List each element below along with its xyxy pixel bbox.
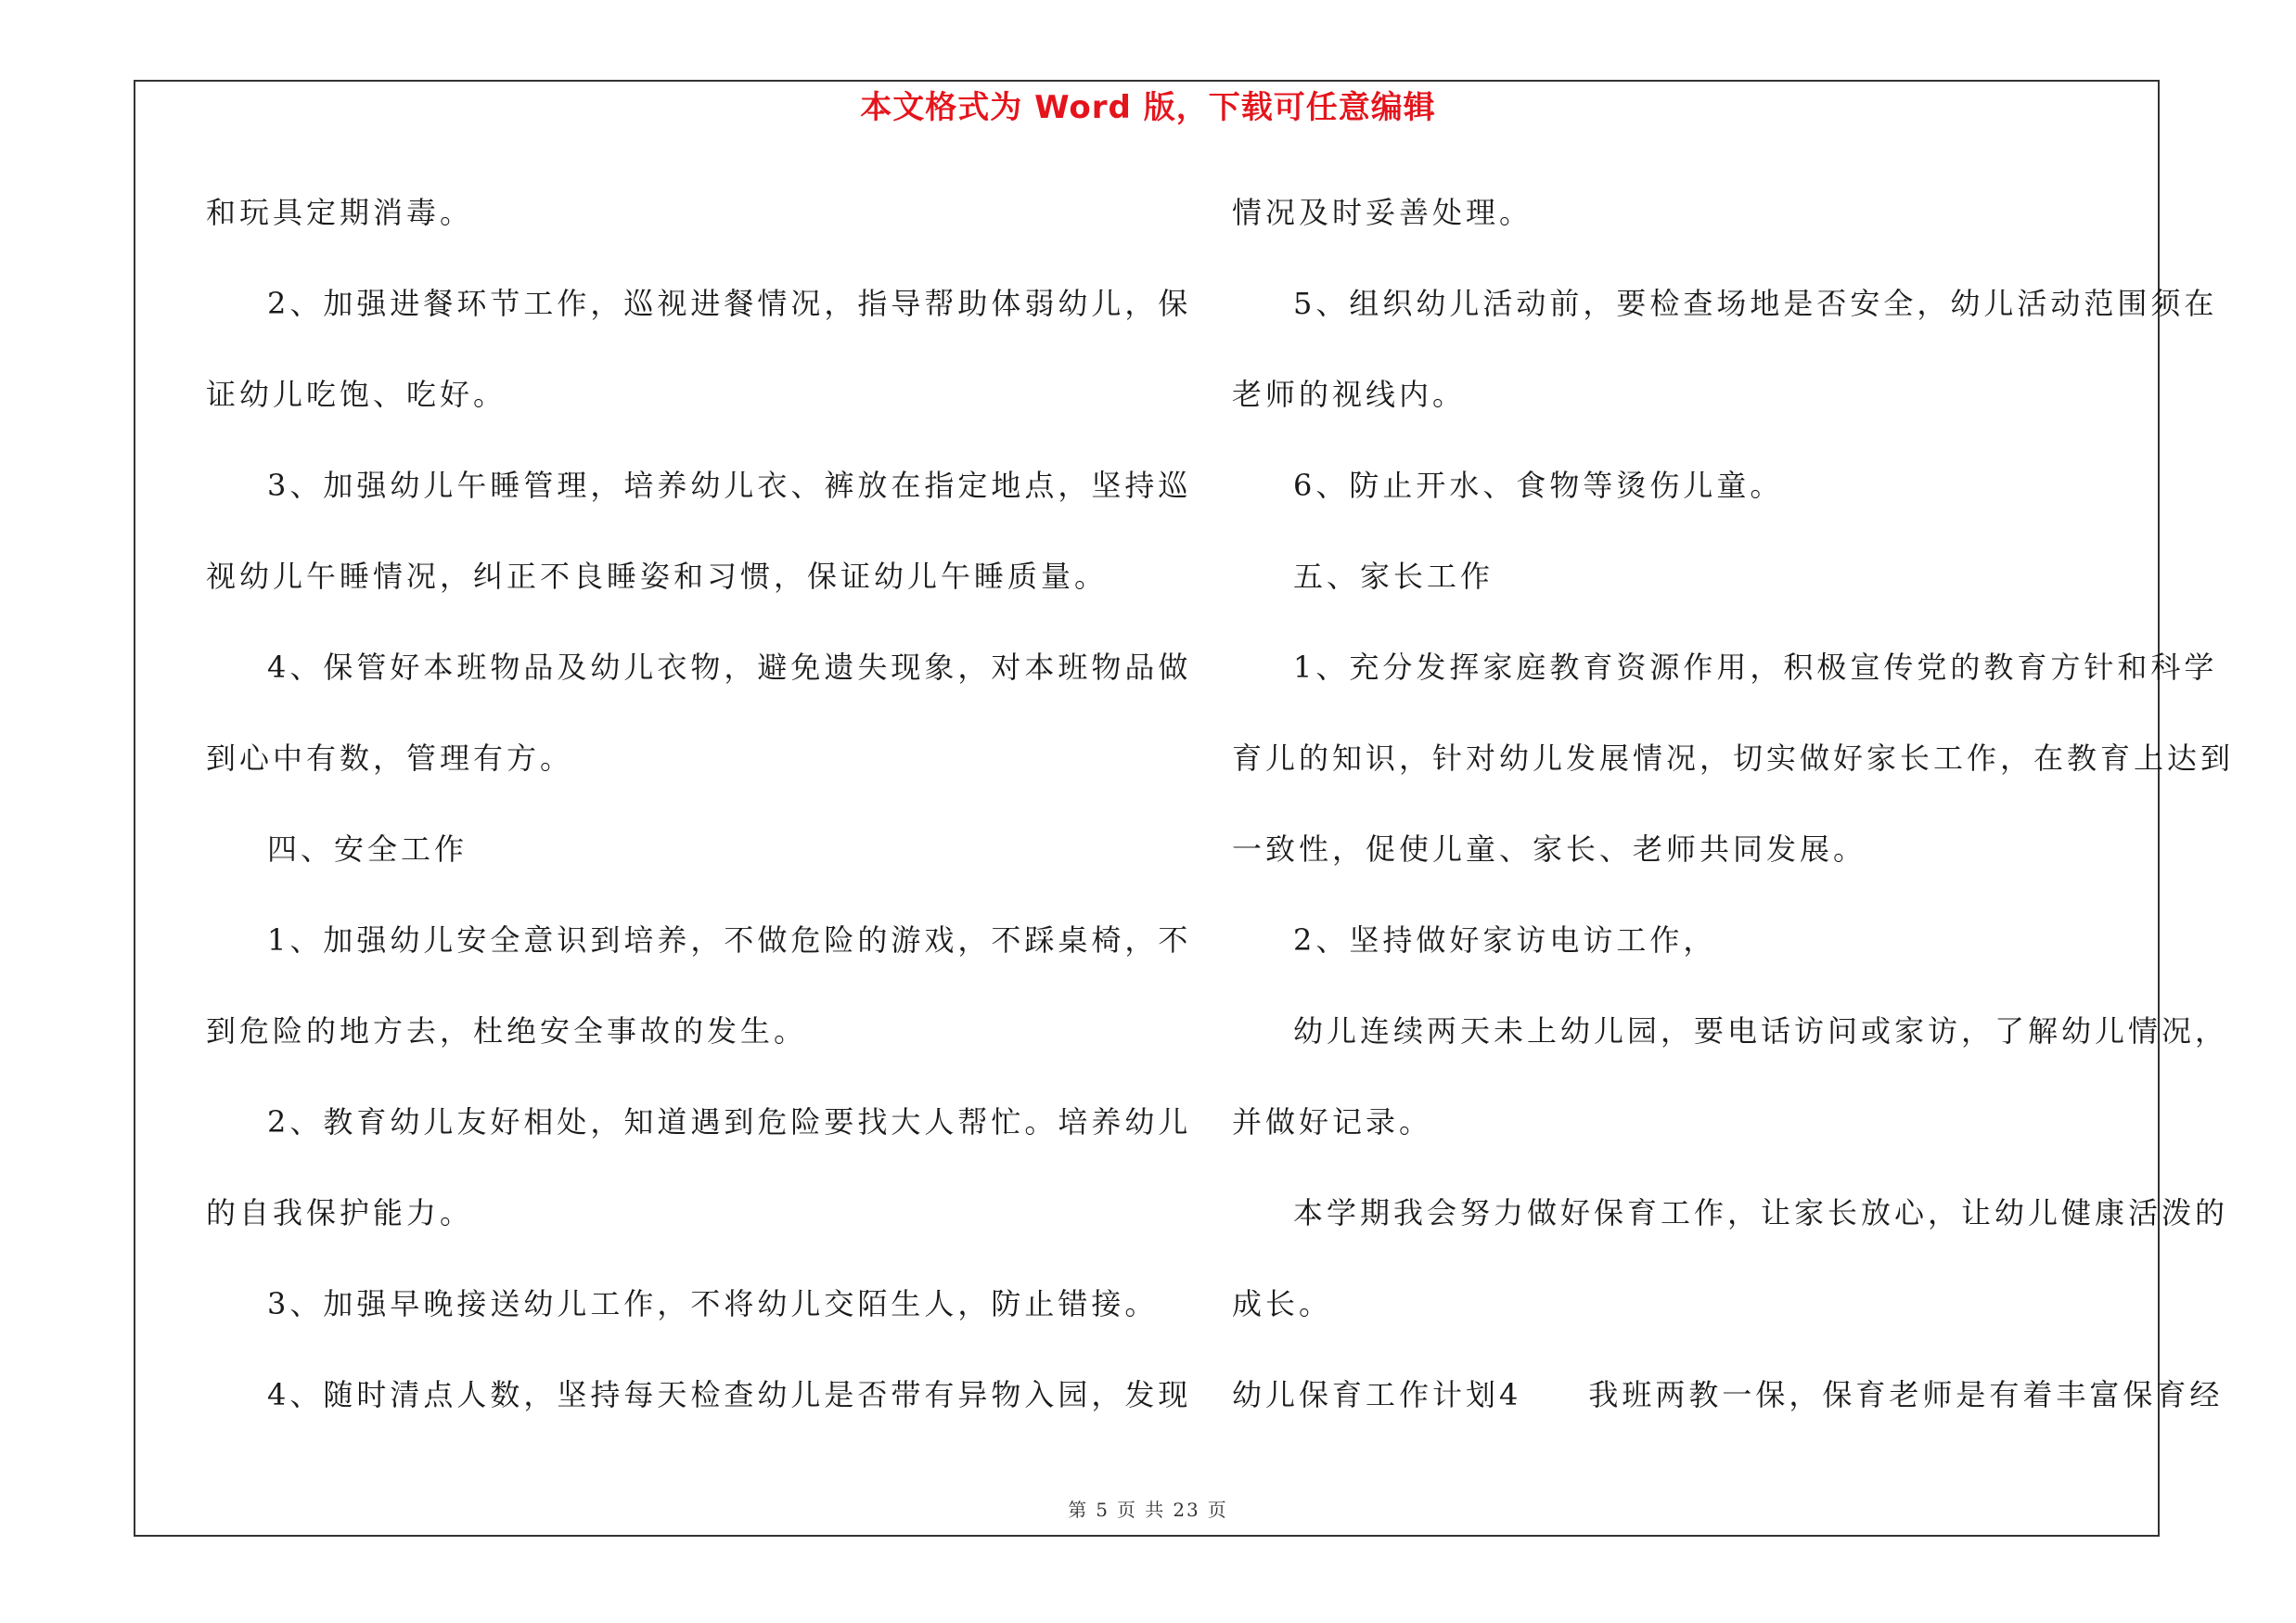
text-line: 和玩具定期消毒。 (206, 195, 474, 230)
text-line: 情况及时妥善处理。 (1232, 195, 1533, 230)
text-line: 2、坚持做好家访电访工作， (1293, 922, 1717, 958)
text-line: 证幼儿吃饱、吃好。 (206, 377, 507, 412)
text-line: 幼儿保育工作计划4 我班两教一保，保育老师是有着丰富保育经 (1232, 1377, 2224, 1412)
text-line: 4、随时清点人数，坚持每天检查幼儿是否带有异物入园，发现 (267, 1377, 1192, 1412)
text-line: 到心中有数，管理有方。 (206, 741, 574, 776)
format-notice-banner: 本文格式为 Word 版，下载可任意编辑 (860, 89, 1436, 126)
text-line: 一致性，促使儿童、家长、老师共同发展。 (1232, 831, 1867, 867)
footer-suffix: 页 (1207, 1499, 1228, 1521)
text-line: 5、组织幼儿活动前，要检查场地是否安全，幼儿活动范围须在 (1293, 286, 2218, 321)
footer-total-pages: 23 (1173, 1499, 1200, 1521)
page-footer (0, 1495, 2296, 1522)
text-line: 视幼儿午睡情况，纠正不良睡姿和习惯，保证幼儿午睡质量。 (206, 559, 1109, 594)
text-line: 6、防止开水、食物等烫伤儿童。 (1293, 468, 1784, 503)
text-line: 成长。 (1232, 1286, 1333, 1321)
text-line: 并做好记录。 (1232, 1104, 1433, 1140)
right-text-column (1232, 186, 2235, 1459)
text-line: 1、充分发挥家庭教育资源作用，积极宣传党的教育方针和科学 (1293, 650, 2218, 685)
text-line: 2、教育幼儿友好相处，知道遇到危险要找大人帮忙。培养幼儿 (267, 1104, 1192, 1140)
footer-current-page: 5 (1096, 1499, 1110, 1521)
text-line: 本学期我会努力做好保育工作，让家长放心，让幼儿健康活泼的 (1293, 1195, 2229, 1230)
footer-middle: 页 共 (1116, 1499, 1166, 1521)
text-line: 老师的视线内。 (1232, 377, 1467, 412)
text-line: 的自我保护能力。 (206, 1195, 474, 1230)
text-line: 四、安全工作 (267, 831, 468, 867)
text-line: 五、家长工作 (1293, 559, 1494, 594)
text-line: 2、加强进餐环节工作，巡视进餐情况，指导帮助体弱幼儿，保 (267, 286, 1192, 321)
text-line: 3、加强早晚接送幼儿工作，不将幼儿交陌生人，防止错接。 (267, 1286, 1159, 1321)
text-line: 1、加强幼儿安全意识到培养，不做危险的游戏，不踩桌椅，不 (267, 922, 1192, 958)
text-line: 育儿的知识，针对幼儿发展情况，切实做好家长工作，在教育上达到 (1232, 741, 2235, 776)
text-line: 4、保管好本班物品及幼儿衣物，避免遗失现象，对本班物品做 (267, 650, 1192, 685)
text-line: 幼儿连续两天未上幼儿园，要电话访问或家访，了解幼儿情况， (1293, 1013, 2229, 1049)
footer-prefix: 第 (1068, 1499, 1089, 1521)
text-line: 3、加强幼儿午睡管理，培养幼儿衣、裤放在指定地点，坚持巡 (267, 468, 1192, 503)
text-line: 到危险的地方去，杜绝安全事故的发生。 (206, 1013, 808, 1049)
left-text-column (206, 186, 1192, 1459)
